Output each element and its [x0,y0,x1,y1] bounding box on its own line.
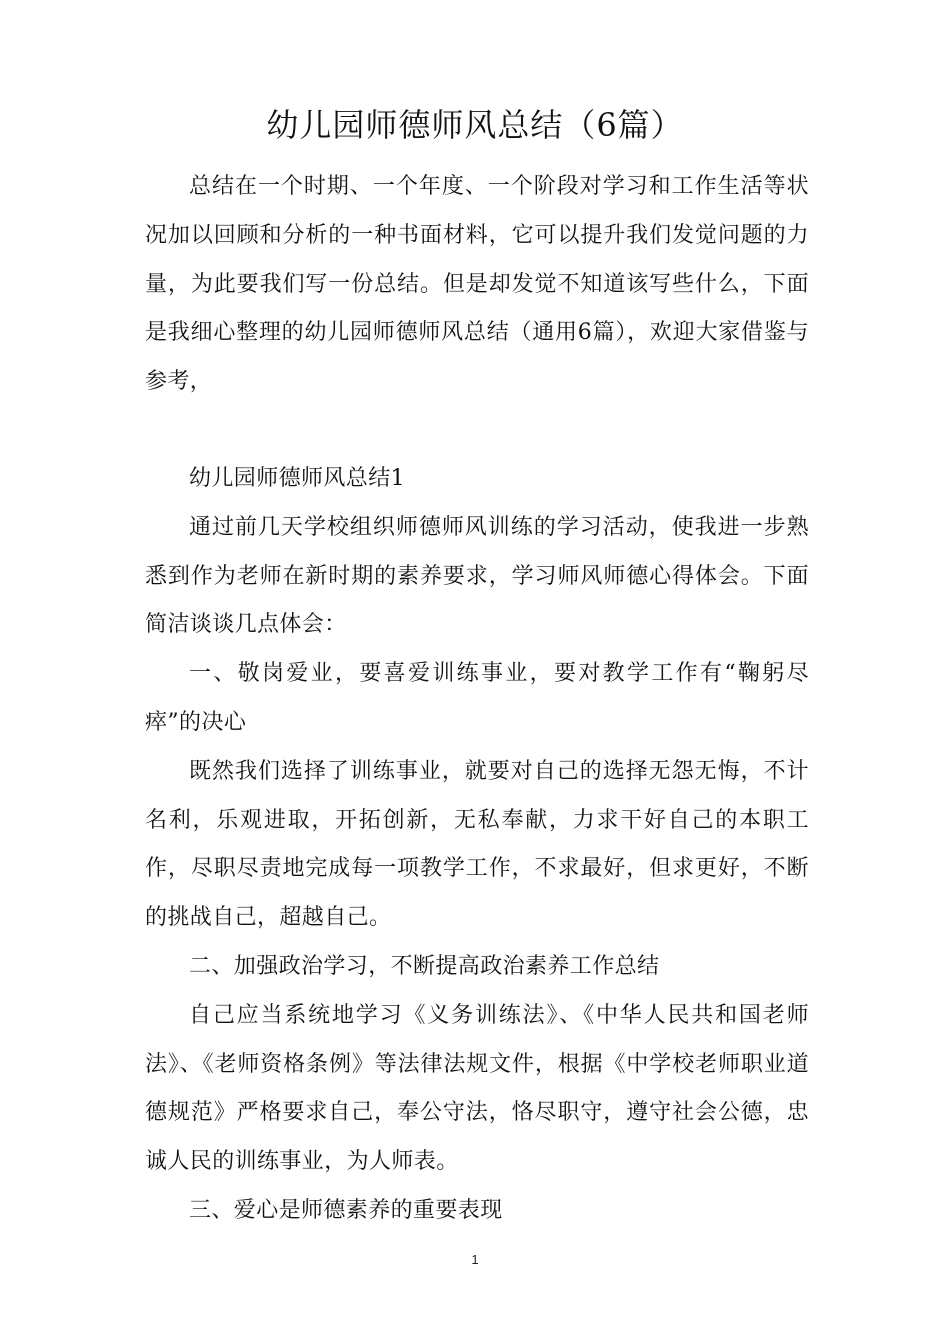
body-paragraph: 自己应当系统地学习《义务训练法》、《中华人民共和国老师法》、《老师资格条例》等法律法规文件，根据《中学校老师职业道德规范》严格要求自己，奉公守法，恪尽职守，遵守社会公德，忠诚人民的训练事业，为人师表。 [145,1002,809,1175]
point-heading-2: 二、加强政治学习，不断提高政治素养工作总结 [189,953,660,979]
point-heading-1: 一、敬岗爱业，要喜爱训练事业，要对教学工作有“鞠躬尽瘁”的决心 [145,661,809,735]
body-paragraph: 通过前几天学校组织师德师风训练的学习活动，使我进一步熟悉到作为老师在新时期的素养要求，学习师风师德心得体会。下面简洁谈谈几点体会： [145,514,809,638]
page-number: 1 [471,1252,479,1267]
body-paragraph: 既然我们选择了训练事业，就要对自己的选择无怨无悔，不计名利，乐观进取，开拓创新，无私奉献，力求干好自己的本职工作，尽职尽责地完成每一项教学工作，不求最好，但求更好，不断的挑战自己，超越自己。 [145,758,809,931]
document-title: 幼儿园师德师风总结（6篇） [266,106,684,144]
document-body [145,163,809,1236]
section-heading: 幼儿园师德师风总结1 [189,465,405,491]
intro-paragraph: 总结在一个时期、一个年度、一个阶段对学习和工作生活等状况加以回顾和分析的一种书面材料，它可以提升我们发觉问题的力量，为此要我们写一份总结。但是却发觉不知道该写些什么，下面是我细心整理的幼儿园师德师风总结（通用6篇），欢迎大家借鉴与参考， [145,174,809,395]
point-heading-3: 三、爱心是师德素养的重要表现 [189,1197,503,1223]
paragraph-spacer [145,407,809,455]
